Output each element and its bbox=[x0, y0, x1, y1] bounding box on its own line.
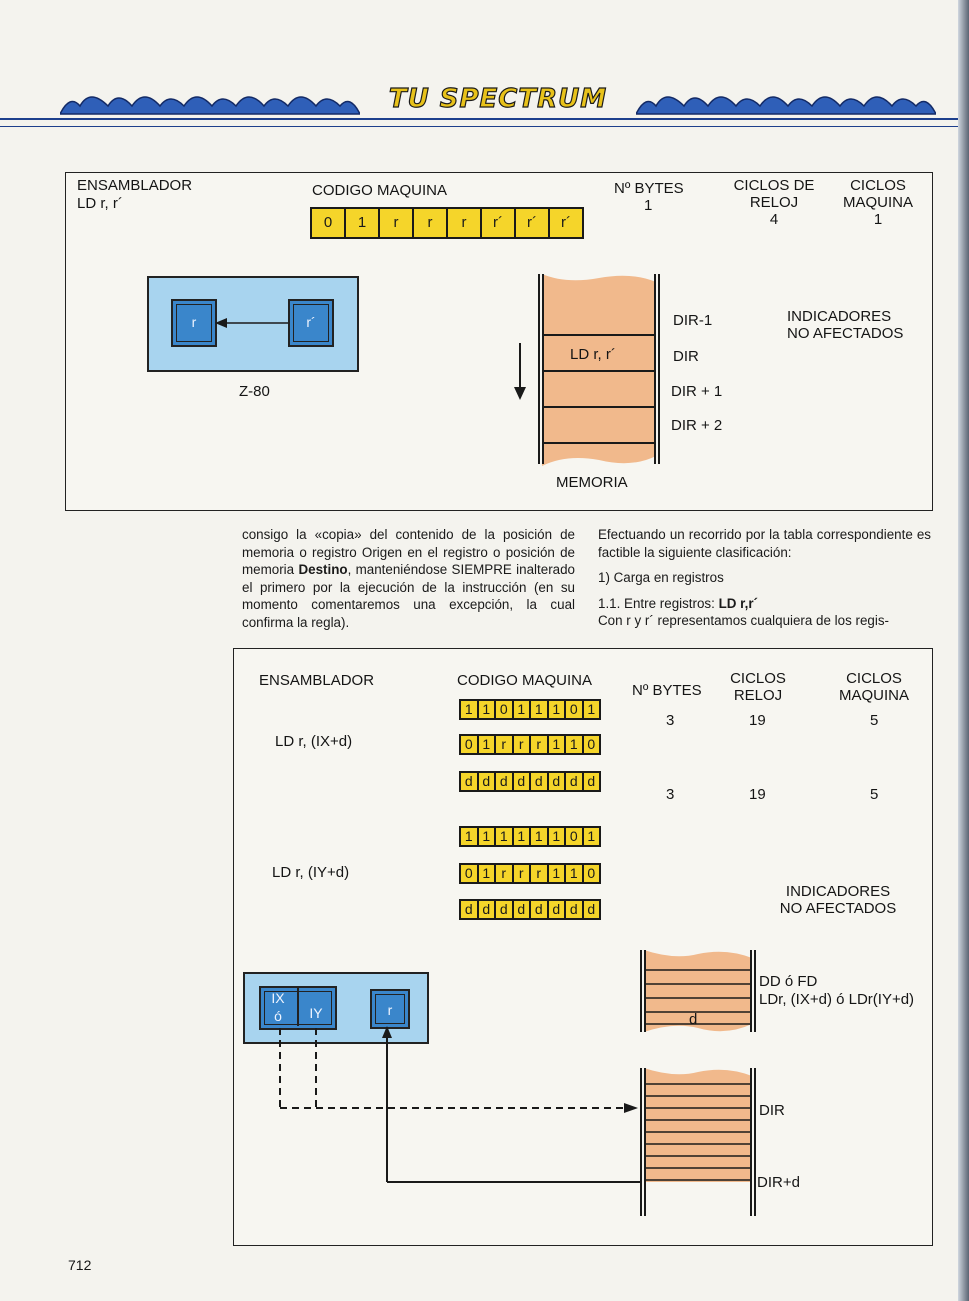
bit-cell: d bbox=[514, 773, 532, 790]
memory-label: MEMORIA bbox=[556, 474, 628, 491]
indicadores-label bbox=[787, 308, 903, 342]
bit-cell: 0 bbox=[587, 736, 596, 752]
indicadores-label-2: INDICADORES NO AFECTADOS bbox=[779, 883, 897, 917]
page-edge-shadow bbox=[958, 0, 969, 1301]
bit-cell: 1 bbox=[496, 828, 514, 845]
memory-cell-d: d bbox=[689, 1011, 698, 1028]
bit-cell: r bbox=[496, 736, 514, 753]
bit-cell: d bbox=[496, 901, 514, 918]
indicadores-line-2: NO AFECTADOS bbox=[787, 325, 904, 342]
ciclos-reloj-label-2: RELOJ bbox=[749, 194, 799, 211]
codigo-maquina-label-2: CODIGO MAQUINA bbox=[457, 672, 593, 689]
bit-cell: 1 bbox=[587, 701, 596, 717]
opcode-row-5 bbox=[459, 863, 601, 884]
bit-cell: r´ bbox=[561, 214, 571, 231]
bit-cell: 0 bbox=[566, 828, 584, 845]
right-line-2: 1) Carga en registros bbox=[598, 570, 724, 585]
iy-reloj: 19 bbox=[749, 786, 766, 803]
dir-plus-1: DIR + 1 bbox=[671, 383, 723, 400]
opcode-row-1 bbox=[459, 699, 601, 720]
banner-wave-left bbox=[60, 84, 360, 120]
right-line-3: 1.1. Entre registros: LD r,r´ bbox=[598, 595, 759, 611]
bit-cell: d bbox=[479, 773, 497, 790]
bit-cell: 1 bbox=[514, 828, 532, 845]
bit-cell: 0 bbox=[461, 736, 479, 753]
bit-cell: r´ bbox=[516, 209, 550, 237]
ciclos-reloj-value: 4 bbox=[769, 211, 779, 228]
ciclos-maquina-label-2: MAQUINA bbox=[842, 194, 913, 211]
indicadores-line-1: INDICADORES bbox=[787, 308, 892, 325]
bit-cell: 1 bbox=[479, 865, 497, 882]
bit-cell: 0 bbox=[566, 701, 584, 718]
opcode-row-3 bbox=[459, 771, 601, 792]
bytes-value: 1 bbox=[644, 197, 653, 214]
bit-cell: d bbox=[549, 773, 567, 790]
memory-label-dd-fd: DD ó FD bbox=[759, 973, 818, 990]
bit-cell: d bbox=[531, 773, 549, 790]
register-r-prime: r´ bbox=[288, 299, 334, 347]
down-arrow-icon bbox=[513, 343, 527, 401]
bit-cell: 1 bbox=[566, 865, 584, 882]
bit-cell: d bbox=[566, 901, 584, 918]
bit-cell: 0 bbox=[587, 865, 596, 881]
opcode-row-6 bbox=[459, 899, 601, 920]
memory-label-dir-d: DIR+d bbox=[757, 1174, 800, 1191]
bit-cell: 1 bbox=[514, 701, 532, 718]
ciclos-reloj-label-1: CICLOS DE bbox=[733, 177, 815, 194]
banner-wave-right bbox=[636, 84, 936, 120]
iy-maquina: 5 bbox=[870, 786, 879, 803]
iy-bytes: 3 bbox=[666, 786, 675, 803]
bit-cell: 1 bbox=[479, 828, 497, 845]
bit-cell: 1 bbox=[531, 701, 549, 718]
bit-cell: 1 bbox=[461, 701, 479, 718]
ciclos-maquina-label bbox=[830, 177, 926, 228]
bit-cell: d bbox=[461, 901, 479, 918]
bit-cell: 1 bbox=[549, 828, 567, 845]
bit-cell: d bbox=[461, 773, 479, 790]
bit-cell: d bbox=[531, 901, 549, 918]
memory-cell-instruction: LD r, r´ bbox=[570, 346, 616, 363]
opcode-row-2 bbox=[459, 734, 601, 755]
ensamblador-label: ENSAMBLADOR bbox=[77, 177, 193, 194]
bit-cell: 1 bbox=[587, 828, 596, 844]
bit-cell: d bbox=[566, 773, 584, 790]
dir-plus-2: DIR + 2 bbox=[671, 417, 723, 434]
instruction-ld-r-ix: LD r, (IX+d) bbox=[275, 733, 353, 750]
bit-cell: 1 bbox=[461, 828, 479, 845]
bit-cell: 1 bbox=[566, 736, 584, 753]
paragraph-left: consigo la «copia» del contenido de la posición de memoria o registro Origen en el registro o posición de memoria Destino, manteniéndose SIEMPRE inalterado el primero por la ejecución de la instrucción (en su momento comentaremos una excepción, la cual confirma la regla). bbox=[242, 527, 575, 630]
codigo-maquina-label: CODIGO MAQUINA bbox=[312, 182, 448, 199]
bit-cell: r bbox=[496, 865, 514, 882]
instruction-ld-r-r: LD r, r´ bbox=[77, 195, 123, 212]
memory-label-dir: DIR bbox=[759, 1102, 785, 1119]
memory-column-2 bbox=[638, 950, 758, 1216]
ciclos-reloj-label-2: CICLOS RELOJ bbox=[730, 670, 786, 704]
bit-cell: r bbox=[531, 865, 549, 882]
bit-cell: d bbox=[549, 901, 567, 918]
ciclos-maquina-label-2: CICLOS MAQUINA bbox=[838, 670, 909, 704]
bit-cell: d bbox=[496, 773, 514, 790]
right-line-4: Con r y r´ representamos cualquiera de los regis- bbox=[598, 613, 889, 628]
memory-column-1 bbox=[536, 274, 662, 466]
address-connectors bbox=[270, 1020, 650, 1190]
page-number: 712 bbox=[68, 1257, 92, 1273]
header-rule-bottom bbox=[0, 126, 969, 127]
bit-cell: r bbox=[414, 209, 448, 237]
bit-cell: 1 bbox=[346, 209, 380, 237]
bit-cell: 1 bbox=[531, 828, 549, 845]
bit-cell: 0 bbox=[496, 701, 514, 718]
bytes-label: Nº BYTES bbox=[614, 180, 684, 197]
bit-cell: 0 bbox=[461, 865, 479, 882]
register-r-2: r bbox=[370, 989, 410, 1029]
register-r: r bbox=[171, 299, 217, 347]
bit-cell: r bbox=[514, 865, 532, 882]
bit-cell: r bbox=[448, 209, 482, 237]
bit-cell: r bbox=[514, 736, 532, 753]
bit-cell: r´ bbox=[482, 209, 516, 237]
magazine-title: TU SPECTRUM bbox=[388, 84, 608, 114]
ix-reloj: 19 bbox=[749, 712, 766, 729]
right-line-1: Efectuando un recorrido por la tabla correspondiente es factible la siguiente clasificación: bbox=[598, 527, 931, 560]
cpu-label: Z-80 bbox=[239, 383, 270, 400]
dir: DIR bbox=[673, 348, 699, 365]
instruction-ld-r-iy: LD r, (IY+d) bbox=[272, 864, 350, 881]
ix-bytes: 3 bbox=[666, 712, 675, 729]
opcode-row-4 bbox=[459, 826, 601, 847]
copy-arrow-icon bbox=[213, 316, 289, 330]
bit-cell: d bbox=[479, 901, 497, 918]
bit-cell: 1 bbox=[479, 701, 497, 718]
dir-minus-1: DIR-1 bbox=[673, 312, 713, 329]
bytes-label-2: Nº BYTES bbox=[632, 682, 702, 699]
memory-label-ld-index: LDr, (IX+d) ó LDr(IY+d) bbox=[759, 991, 915, 1008]
bold-destino: Destino bbox=[298, 562, 348, 577]
ciclos-maquina-label-1: CICLOS bbox=[850, 177, 906, 194]
bit-cell: 0 bbox=[312, 209, 346, 237]
bit-cell: 1 bbox=[549, 736, 567, 753]
bit-cell: 1 bbox=[549, 701, 567, 718]
ix-maquina: 5 bbox=[870, 712, 879, 729]
register-ix-iy: IX ó IY bbox=[259, 986, 337, 1030]
opcode-bits bbox=[310, 207, 584, 239]
bit-cell: d bbox=[587, 773, 596, 789]
bit-cell: d bbox=[514, 901, 532, 918]
paragraph-right bbox=[598, 526, 931, 630]
bit-cell: 1 bbox=[479, 736, 497, 753]
ensamblador-label-2: ENSAMBLADOR bbox=[259, 672, 375, 689]
ciclos-maquina-value: 1 bbox=[873, 211, 883, 228]
bit-cell: r bbox=[531, 736, 549, 753]
ciclos-reloj-label bbox=[724, 177, 824, 228]
bit-cell: 1 bbox=[549, 865, 567, 882]
bit-cell: d bbox=[587, 901, 596, 917]
bit-cell: r bbox=[380, 209, 414, 237]
